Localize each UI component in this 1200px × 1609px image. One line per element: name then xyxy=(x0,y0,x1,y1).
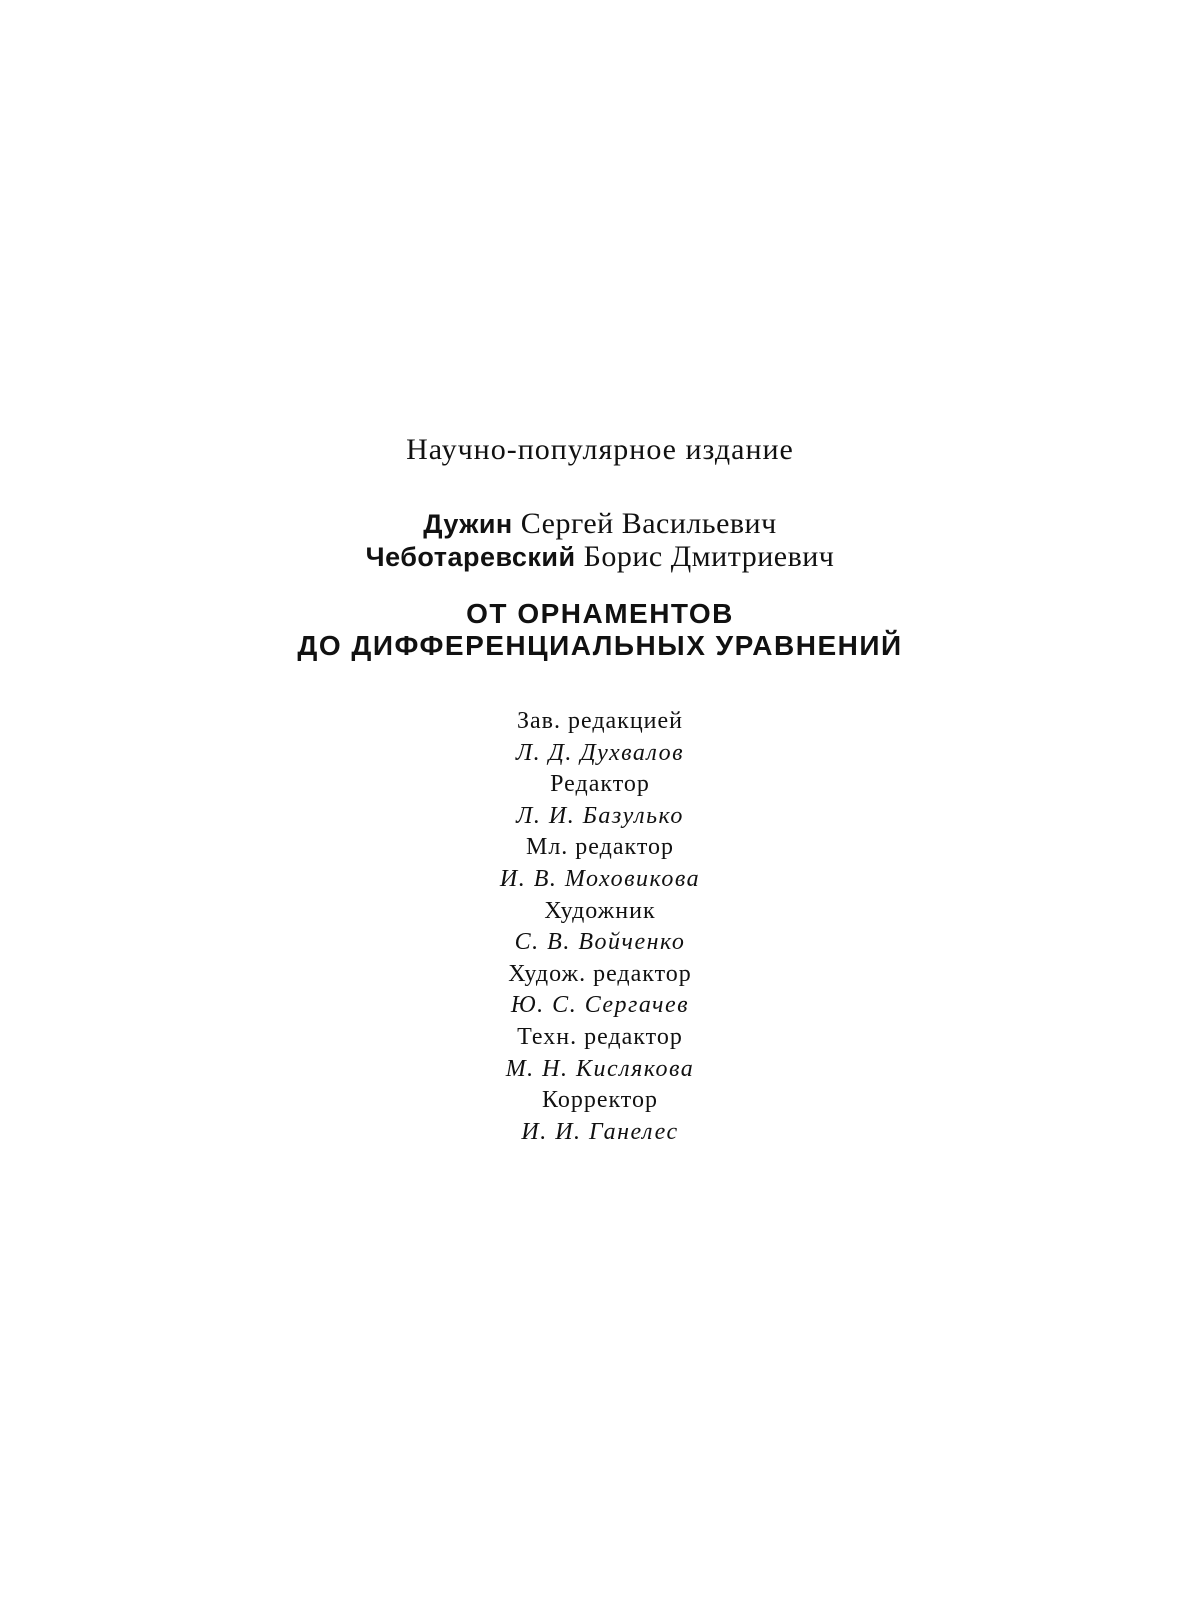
author-1-surname: Дужин xyxy=(423,509,513,539)
author-2-surname: Чеботаревский xyxy=(365,542,576,572)
author-2-given-names: Борис Дмитриевич xyxy=(583,540,835,573)
credit-name-tech-editor: М. Н. Кислякова xyxy=(505,1055,695,1082)
credit-role-proofreader: Корректор xyxy=(542,1087,658,1114)
credit-name-artist: С. В. Войченко xyxy=(514,929,686,956)
credit-role-junior-editor: Мл. редактор xyxy=(525,834,675,861)
credit-role-chief-editor: Зав. редакцией xyxy=(516,708,684,734)
credit-name-editor: Л. И. Базулько xyxy=(516,802,684,829)
book-title-line-1: ОТ ОРНАМЕНТОВ xyxy=(466,598,734,629)
credits-list xyxy=(0,706,1200,1148)
credit-role-artist: Художник xyxy=(544,897,656,924)
author-2 xyxy=(0,540,1200,574)
author-1-given-names: Сергей Васильевич xyxy=(520,507,777,540)
credit-name-junior-editor: И. В. Моховикова xyxy=(499,865,701,892)
credit-name-proofreader: И. И. Ганелес xyxy=(521,1118,679,1145)
credit-role-tech-editor: Техн. редактор xyxy=(517,1023,683,1050)
credit-name-chief-editor: Л. Д. Духвалов xyxy=(515,739,685,766)
book-title-line-2: ДО ДИФФЕРЕНЦИАЛЬНЫХ УРАВНЕНИЙ xyxy=(297,630,903,661)
credit-name-art-editor: Ю. С. Сергачев xyxy=(510,992,690,1019)
credit-role-editor: Редактор xyxy=(550,771,650,798)
author-1 xyxy=(0,507,1200,541)
edition-type: Научно-популярное издание xyxy=(406,433,794,466)
credit-role-art-editor: Худож. редактор xyxy=(508,960,692,987)
